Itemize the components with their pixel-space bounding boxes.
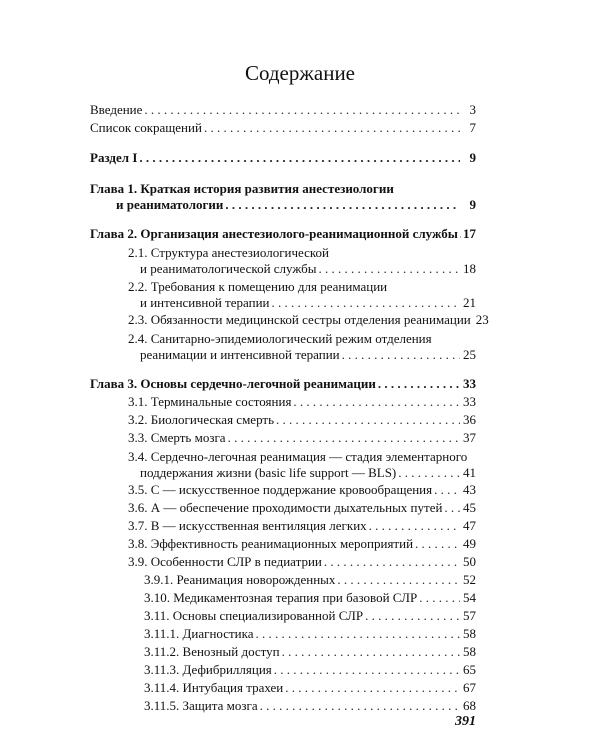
dot-leader (365, 608, 460, 624)
dot-leader (369, 518, 460, 534)
toc-entry[interactable] (90, 643, 476, 661)
toc-entry-title: 3.9.1. Реанимация новорожденных (144, 572, 336, 587)
dot-leader (271, 295, 460, 311)
toc-page-number: 41 (463, 465, 476, 480)
toc-page-number: 33 (463, 394, 476, 409)
toc-page-number: 23 (475, 312, 489, 327)
toc-page-number: 7 (469, 120, 476, 135)
toc-entry-title: Список сокращений (90, 120, 202, 135)
toc-entry-title: 3.11.5. Защита мозга (144, 698, 258, 713)
toc-entry-title: 3.9. Особенности СЛР в педиатрии (128, 554, 322, 569)
toc-entry-title-continued: и интенсивной терапии (140, 295, 270, 310)
toc-entry[interactable] (90, 481, 476, 499)
toc-entry-title: Глава 3. Основы сердечно-легочной реанимации (90, 376, 376, 391)
dot-leader (228, 430, 460, 446)
dot-leader (337, 572, 460, 588)
dot-leader (276, 412, 460, 428)
toc-entry-title: 3.8. Эффективность реанимационных мероприятий (128, 536, 414, 551)
toc-entry[interactable] (90, 429, 476, 447)
toc-entry-title: 3.11.2. Венозный доступ (144, 644, 280, 659)
dot-leader (256, 626, 460, 642)
toc-page-number: 17 (463, 226, 476, 241)
dot-leader (319, 261, 460, 277)
toc-entry[interactable] (90, 101, 476, 119)
toc-entry[interactable] (90, 679, 476, 697)
dot-leader (139, 150, 460, 166)
table-of-contents (90, 101, 489, 715)
toc-page-number: 18 (463, 261, 476, 276)
toc-page-number: 65 (463, 662, 476, 677)
toc-entry-title-continued: и реаниматологии (116, 197, 224, 212)
toc-entry-title: 3.1. Терминальные состояния (128, 394, 292, 409)
toc-entry[interactable] (90, 393, 476, 411)
toc-entry-title: 3.11.3. Дефибрилляция (144, 662, 272, 677)
toc-entry[interactable] (90, 553, 476, 571)
page-title: Содержание (244, 61, 356, 85)
toc-page-number: 58 (463, 626, 476, 641)
dot-leader (282, 644, 460, 660)
toc-page-number: 68 (463, 698, 476, 713)
toc-entry-title: 3.6. А — обеспечение проходимости дыхательных путей (128, 500, 443, 515)
toc-entry-title: 3.4. Сердечно-легочная реанимация — стадия элементарного (128, 449, 468, 464)
toc-entry[interactable] (90, 119, 476, 137)
toc-entry[interactable] (90, 661, 476, 679)
toc-entry-title: Глава 1. Краткая история развития анестезиологии (90, 181, 394, 196)
toc-page-number: 37 (463, 430, 476, 445)
toc-entry[interactable] (90, 311, 489, 329)
toc-entry[interactable] (90, 179, 476, 213)
dot-leader (434, 482, 460, 498)
toc-page-number: 50 (463, 554, 476, 569)
toc-entry-title: 2.3. Обязанности медицинской сестры отделения реанимации (128, 312, 471, 327)
toc-entry-title: 3.5. С — искусственное поддержание кровообращения (128, 482, 433, 497)
toc-entry-title: Глава 2. Организация анестезиолого-реанимационной службы (90, 226, 458, 241)
toc-page-number: 67 (463, 680, 476, 695)
toc-page-number: 9 (469, 197, 476, 212)
dot-leader (225, 197, 460, 213)
toc-gap (90, 213, 476, 225)
toc-gap (90, 363, 476, 375)
toc-entry[interactable] (90, 697, 476, 715)
page-number: 391 (455, 714, 476, 729)
dot-leader (378, 376, 460, 392)
toc-entry[interactable] (90, 571, 476, 589)
toc-page-number: 52 (463, 572, 476, 587)
toc-entry[interactable] (90, 607, 476, 625)
toc-entry[interactable] (90, 375, 476, 393)
toc-entry[interactable] (90, 277, 476, 311)
toc-entry[interactable] (90, 589, 476, 607)
dot-leader (398, 465, 460, 481)
toc-entry-title: 3.11.1. Диагностика (144, 626, 254, 641)
toc-page-number: 45 (463, 500, 476, 515)
toc-page-number: 49 (463, 536, 476, 551)
dot-leader (260, 698, 460, 714)
toc-page-number: 36 (463, 412, 476, 427)
toc-entry-title: 2.2. Требования к помещению для реанимации (128, 279, 388, 294)
toc-entry-title-continued: и реаниматологической службы (140, 261, 317, 276)
toc-entry-title: 3.11.4. Интубация трахеи (144, 680, 284, 695)
toc-page-number: 43 (463, 482, 476, 497)
toc-entry-title-continued: поддержания жизни (basic life support — BLS) (140, 465, 397, 480)
toc-entry[interactable] (90, 329, 476, 363)
toc-entry[interactable] (90, 225, 476, 243)
dot-leader (342, 347, 460, 363)
toc-gap (90, 167, 476, 179)
toc-page-number: 25 (463, 347, 476, 362)
toc-entry-title: 3.7. В — искусственная вентиляция легких (128, 518, 367, 533)
toc-entry[interactable] (90, 243, 476, 277)
toc-page-number: 3 (469, 102, 476, 117)
toc-entry-title: 3.3. Смерть мозга (128, 430, 226, 445)
toc-page-number: 33 (463, 376, 476, 391)
dot-leader (419, 590, 460, 606)
toc-entry[interactable] (90, 517, 476, 535)
toc-gap (90, 137, 476, 149)
toc-entry[interactable] (90, 625, 476, 643)
toc-page-number: 54 (463, 590, 476, 605)
dot-leader (274, 662, 460, 678)
toc-entry-title: 3.11. Основы специализированной СЛР (144, 608, 364, 623)
dot-leader (324, 554, 460, 570)
toc-entry-title: 2.1. Структура анестезиологической (128, 245, 330, 260)
dot-leader (444, 500, 460, 516)
toc-entry-title: 3.2. Биологическая смерть (128, 412, 275, 427)
toc-entry[interactable] (90, 149, 476, 167)
dot-leader (415, 536, 460, 552)
dot-leader (144, 102, 460, 118)
toc-entry[interactable] (90, 447, 476, 481)
toc-entry[interactable] (90, 535, 476, 553)
toc-page-number: 57 (463, 608, 476, 623)
toc-entry[interactable] (90, 499, 476, 517)
toc-page-number: 9 (469, 150, 476, 165)
toc-page-number: 58 (463, 644, 476, 659)
toc-entry-title: 2.4. Санитарно-эпидемиологический режим отделения (128, 331, 432, 346)
toc-entry[interactable] (90, 411, 476, 429)
toc-entry-title: Раздел I (90, 150, 138, 165)
dot-leader (204, 120, 460, 136)
dot-leader (293, 394, 460, 410)
toc-page-number: 47 (463, 518, 476, 533)
toc-entry-title-continued: реанимации и интенсивной терапии (140, 347, 340, 362)
toc-page-number: 21 (463, 295, 476, 310)
dot-leader (285, 680, 460, 696)
toc-entry-title: 3.10. Медикаментозная терапия при базовой СЛР (144, 590, 418, 605)
toc-entry-title: Введение (90, 102, 143, 117)
